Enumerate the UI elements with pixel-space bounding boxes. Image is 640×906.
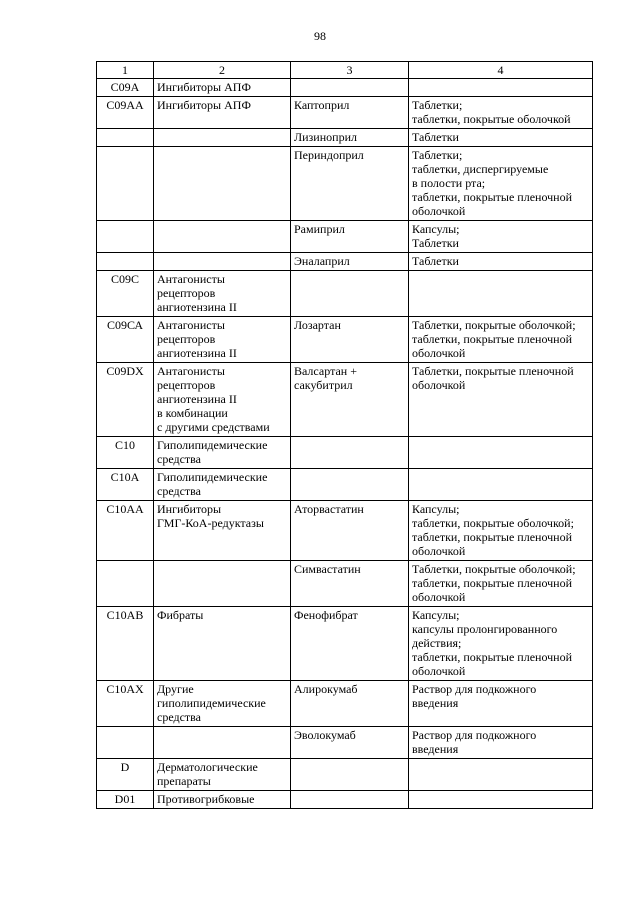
cell-form: Таблетки [409, 253, 593, 271]
cell-code: С10А [97, 469, 154, 501]
cell-form [409, 791, 593, 809]
cell-code [97, 561, 154, 607]
cell-code: D01 [97, 791, 154, 809]
table-row [97, 79, 593, 97]
cell-form: Таблетки, покрытые оболочкой; таблетки, покрытые пленочной оболочкой [409, 317, 593, 363]
cell-code: С10АА [97, 501, 154, 561]
column-header-drug: 3 [291, 62, 409, 79]
cell-drug: Лозартан [291, 317, 409, 363]
cell-drug [291, 437, 409, 469]
cell-code: С09СА [97, 317, 154, 363]
cell-drug [291, 759, 409, 791]
cell-group: Ингибиторы АПФ [154, 79, 291, 97]
column-header-code: 1 [97, 62, 154, 79]
cell-drug: Валсартан + сакубитрил [291, 363, 409, 437]
cell-code: С09АА [97, 97, 154, 129]
cell-code: С10 [97, 437, 154, 469]
cell-code: С09С [97, 271, 154, 317]
cell-drug [291, 791, 409, 809]
cell-drug: Периндоприл [291, 147, 409, 221]
cell-form: Таблетки, покрытые оболочкой; таблетки, покрытые пленочной оболочкой [409, 561, 593, 607]
cell-form [409, 469, 593, 501]
table-header-row [97, 62, 593, 79]
cell-group: Противогрибковые [154, 791, 291, 809]
cell-form [409, 437, 593, 469]
cell-form: Таблетки; таблетки, покрытые оболочкой [409, 97, 593, 129]
cell-form: Таблетки [409, 129, 593, 147]
cell-drug: Лизиноприл [291, 129, 409, 147]
cell-drug: Аторвастатин [291, 501, 409, 561]
table-row [97, 791, 593, 809]
cell-code: С09DХ [97, 363, 154, 437]
cell-group: Антагонисты рецепторов ангиотензина II [154, 271, 291, 317]
cell-code [97, 253, 154, 271]
table-row [97, 97, 593, 129]
cell-group: Ингибиторы ГМГ-КоА-редуктазы [154, 501, 291, 561]
table-row [97, 727, 593, 759]
cell-group: Гиполипидемические средства [154, 469, 291, 501]
cell-form: Капсулы; капсулы пролонгированного действия; таблетки, покрытые пленочной оболочкой [409, 607, 593, 681]
cell-code [97, 129, 154, 147]
cell-group: Фибраты [154, 607, 291, 681]
cell-form: Раствор для подкожного введения [409, 727, 593, 759]
cell-group: Дерматологические препараты [154, 759, 291, 791]
table-row [97, 271, 593, 317]
table-row [97, 129, 593, 147]
table-row [97, 501, 593, 561]
column-header-form: 4 [409, 62, 593, 79]
cell-form: Таблетки, покрытые пленочной оболочкой [409, 363, 593, 437]
cell-group [154, 221, 291, 253]
cell-code [97, 147, 154, 221]
cell-drug [291, 469, 409, 501]
cell-form: Капсулы; таблетки, покрытые оболочкой; таблетки, покрытые пленочной оболочкой [409, 501, 593, 561]
cell-form [409, 79, 593, 97]
cell-group [154, 727, 291, 759]
cell-drug: Алирокумаб [291, 681, 409, 727]
cell-drug: Фенофибрат [291, 607, 409, 681]
table-row [97, 253, 593, 271]
cell-drug: Каптоприл [291, 97, 409, 129]
cell-drug: Эволокумаб [291, 727, 409, 759]
table-row [97, 469, 593, 501]
table-row [97, 221, 593, 253]
column-header-group: 2 [154, 62, 291, 79]
cell-drug [291, 79, 409, 97]
cell-form [409, 759, 593, 791]
cell-group: Антагонисты рецепторов ангиотензина II в комбинации с другими средствами [154, 363, 291, 437]
cell-form: Таблетки; таблетки, диспергируемые в полости рта; таблетки, покрытые пленочной оболочкой [409, 147, 593, 221]
cell-drug: Симвастатин [291, 561, 409, 607]
cell-group: Гиполипидемические средства [154, 437, 291, 469]
cell-drug: Рамиприл [291, 221, 409, 253]
cell-group [154, 253, 291, 271]
table-row [97, 759, 593, 791]
cell-group: Другие гиполипидемические средства [154, 681, 291, 727]
table-row [97, 317, 593, 363]
drug-classification-table [96, 61, 593, 809]
cell-code: С09А [97, 79, 154, 97]
table-row [97, 437, 593, 469]
cell-code: С10АХ [97, 681, 154, 727]
cell-drug [291, 271, 409, 317]
cell-code [97, 221, 154, 253]
cell-code: D [97, 759, 154, 791]
cell-form: Раствор для подкожного введения [409, 681, 593, 727]
table-row [97, 681, 593, 727]
cell-form: Капсулы; Таблетки [409, 221, 593, 253]
cell-code: С10АВ [97, 607, 154, 681]
page-number: 98 [314, 29, 326, 43]
cell-group: Антагонисты рецепторов ангиотензина II [154, 317, 291, 363]
cell-group [154, 561, 291, 607]
cell-group [154, 147, 291, 221]
table-body [97, 79, 593, 809]
cell-group [154, 129, 291, 147]
table-row [97, 147, 593, 221]
cell-form [409, 271, 593, 317]
cell-code [97, 727, 154, 759]
table-row [97, 607, 593, 681]
table-row [97, 561, 593, 607]
table-row [97, 363, 593, 437]
cell-group: Ингибиторы АПФ [154, 97, 291, 129]
cell-drug: Эналаприл [291, 253, 409, 271]
